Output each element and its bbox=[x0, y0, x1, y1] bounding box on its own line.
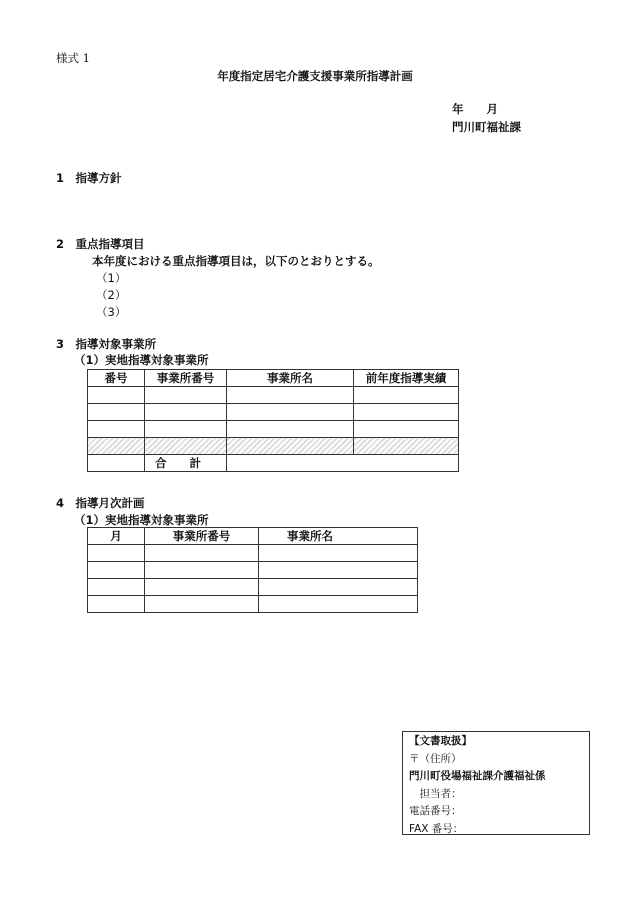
table-row bbox=[88, 579, 418, 596]
document-title: 年度指定居宅介護支援事業所指導計画 bbox=[217, 69, 413, 83]
section2-heading: 2 重点指導項目 bbox=[56, 237, 145, 251]
table-row bbox=[88, 387, 459, 404]
document-handling-box bbox=[402, 731, 590, 835]
table-row bbox=[88, 562, 418, 579]
table-total-row bbox=[88, 455, 459, 472]
col-header: 事業所名 bbox=[259, 528, 418, 545]
section3-subheading: （1）実地指導対象事業所 bbox=[74, 353, 209, 367]
table-row bbox=[88, 596, 418, 613]
contact-title: 【文書取扱】 bbox=[409, 735, 472, 747]
contact-person: 担当者： bbox=[409, 787, 462, 800]
table-row bbox=[88, 421, 459, 438]
target-office-table bbox=[87, 369, 459, 472]
section2-item-2: （2） bbox=[96, 288, 127, 302]
col-header: 事業所名 bbox=[227, 370, 354, 387]
table-header-row bbox=[88, 528, 418, 545]
table-header-row bbox=[88, 370, 459, 387]
contact-office: 門川町役場福祉課介護福祉係 bbox=[409, 770, 546, 782]
date-line: 年 月 bbox=[452, 102, 498, 116]
section2-item-3: （3） bbox=[96, 305, 127, 319]
section4-heading: 4 指導月次計画 bbox=[56, 496, 145, 510]
col-header: 前年度指導実績 bbox=[354, 370, 459, 387]
table-omission-break bbox=[88, 438, 459, 455]
contact-address: 〒（住所） bbox=[409, 752, 462, 765]
contact-phone: 電話番号： bbox=[409, 805, 462, 817]
col-header: 事業所番号 bbox=[145, 370, 227, 387]
col-header: 番号 bbox=[88, 370, 145, 387]
section1-heading: 1 指導方針 bbox=[56, 171, 122, 185]
section2-item-1: （1） bbox=[96, 271, 127, 285]
table-row bbox=[88, 404, 459, 421]
section3-heading: 3 指導対象事業所 bbox=[56, 337, 157, 351]
total-label: 合 計 bbox=[145, 455, 227, 472]
monthly-plan-table bbox=[87, 527, 418, 613]
department: 門川町福祉課 bbox=[452, 120, 521, 134]
section2-intro: 本年度における重点指導項目は，以下のとおりとする。 bbox=[92, 254, 380, 268]
col-header: 事業所番号 bbox=[145, 528, 259, 545]
table-row bbox=[88, 545, 418, 562]
form-number: 様式 1 bbox=[56, 51, 90, 65]
col-header: 月 bbox=[88, 528, 145, 545]
contact-fax: FAX 番号： bbox=[409, 822, 464, 835]
section4-subheading: （1）実地指導対象事業所 bbox=[74, 513, 209, 527]
